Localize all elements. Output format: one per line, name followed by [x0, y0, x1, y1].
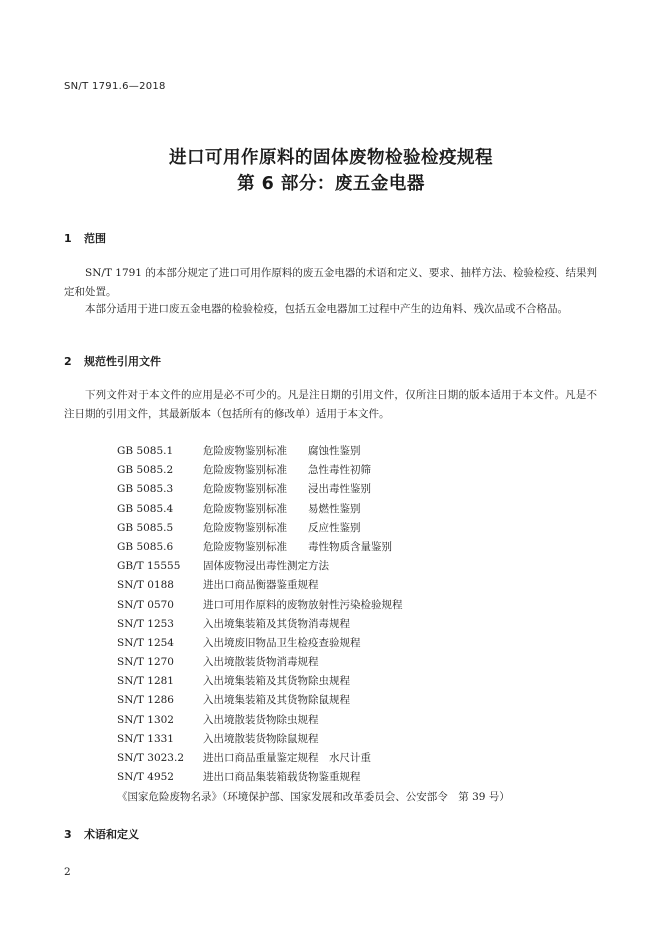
reference-code: SN/T 3023.2	[117, 752, 184, 764]
page-number: 2	[64, 866, 71, 878]
reference-row	[117, 615, 597, 634]
reference-row	[117, 596, 597, 615]
reference-code: SN/T 4952	[117, 771, 174, 784]
reference-title: 入出境散装货物消毒规程	[203, 656, 319, 669]
reference-title: 危险废物鉴别标准 反应性鉴别	[203, 521, 361, 534]
reference-title: 危险废物鉴别标准 易燃性鉴别	[203, 502, 361, 515]
reference-title: 固体废物浸出毒性测定方法	[203, 560, 329, 573]
scope-paragraph-2: 本部分适用于进口废五金电器的检验检疫，包括五金电器加工过程中产生的边角料、残次品或不合格品。	[85, 303, 568, 315]
reference-row	[117, 691, 597, 710]
reference-code: SN/T 1331	[117, 732, 174, 745]
reference-row	[117, 576, 597, 595]
reference-code: SN/T 1253	[117, 617, 174, 630]
reference-title: 进出口商品重量鉴定规程 水尺计重	[203, 752, 371, 764]
section-number: 3	[64, 828, 72, 841]
reference-code: SN/T 1302	[117, 713, 174, 726]
reference-code: GB 5085.3	[117, 483, 174, 496]
reference-row	[117, 538, 597, 557]
reference-row	[117, 442, 597, 461]
reference-code: SN/T 1281	[117, 675, 174, 688]
reference-title: 入出境散装货物除虫规程	[203, 713, 319, 726]
section-number: 2	[64, 355, 72, 368]
reference-row	[117, 500, 597, 519]
reference-row	[117, 672, 597, 691]
reference-title: 危险废物鉴别标准 急性毒性初筛	[203, 464, 371, 477]
standard-code: SN/T 1791.6—2018	[64, 81, 166, 92]
document-subtitle: 第 6 部分：废五金电器	[237, 174, 425, 194]
reference-row	[117, 634, 597, 653]
references-intro-paragraph: 下列文件对于本文件的应用是必不可少的。凡是注日期的引用文件，仅所注日期的版本适用于本文件。凡是不注日期的引用文件，其最新版本（包括所有的修改单）适用于本文件。	[64, 389, 597, 420]
reference-title: 入出境集装箱及其货物除鼠规程	[203, 694, 350, 707]
reference-title: 进出口商品集装箱载货物鉴重规程	[203, 771, 361, 784]
reference-code: SN/T 1270	[117, 656, 174, 669]
reference-row	[117, 653, 597, 672]
reference-title: 入出境散装货物除鼠规程	[203, 732, 319, 745]
reference-title: 进出口商品衡器鉴重规程	[203, 579, 319, 592]
reference-title: 入出境废旧物品卫生检疫查验规程	[203, 636, 361, 649]
reference-code: SN/T 1286	[117, 694, 174, 707]
section-title: 范围	[84, 232, 106, 245]
reference-title: 入出境集装箱及其货物消毒规程	[203, 617, 350, 630]
section-2-heading	[64, 353, 161, 369]
reference-code: GB 5085.1	[117, 445, 174, 457]
reference-row	[117, 557, 597, 576]
section-title: 术语和定义	[84, 828, 139, 841]
reference-row	[117, 461, 597, 480]
reference-code: GB 5085.6	[117, 540, 174, 553]
reference-row	[117, 768, 597, 787]
reference-title: 进口可用作原料的废物放射性污染检验规程	[203, 598, 403, 611]
reference-row	[117, 480, 597, 499]
reference-row	[117, 749, 597, 768]
title-block	[0, 146, 662, 197]
section-1-heading	[64, 230, 106, 246]
reference-title: 危险废物鉴别标准 腐蚀性鉴别	[203, 445, 361, 457]
reference-code: SN/T 0188	[117, 579, 174, 592]
reference-code: SN/T 0570	[117, 598, 174, 611]
reference-code: GB 5085.5	[117, 521, 174, 534]
reference-title: 危险废物鉴别标准 浸出毒性鉴别	[203, 483, 371, 496]
scope-paragraph-1: SN/T 1791 的本部分规定了进口可用作原料的废五金电器的术语和定义、要求、抽样方法、检验检疫、结果判定和处置。	[64, 267, 597, 298]
reference-note: 《国家危险废物名录》（环境保护部、国家发展和改革委员会、公安部令 第 39 号）	[117, 791, 510, 803]
section-number: 1	[64, 232, 72, 245]
reference-title: 危险废物鉴别标准 毒性物质含量鉴别	[203, 540, 392, 553]
document-title: 进口可用作原料的固体废物检验检疫规程	[169, 148, 493, 168]
normative-references-list	[117, 442, 597, 787]
reference-code: GB 5085.4	[117, 502, 174, 515]
reference-code: SN/T 1254	[117, 636, 174, 649]
section-title: 规范性引用文件	[84, 355, 161, 368]
section-3-heading	[64, 826, 139, 842]
reference-code: GB 5085.2	[117, 464, 174, 477]
reference-row	[117, 730, 597, 749]
reference-title: 入出境集装箱及其货物除虫规程	[203, 675, 350, 688]
reference-row	[117, 711, 597, 730]
reference-row	[117, 519, 597, 538]
reference-code: GB/T 15555	[117, 560, 181, 573]
